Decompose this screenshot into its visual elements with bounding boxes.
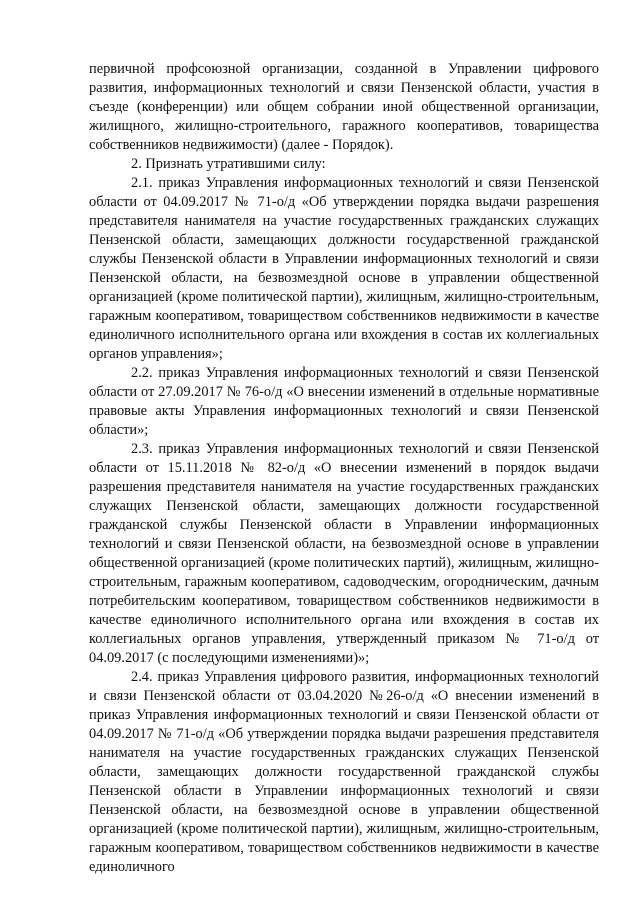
document-page bbox=[89, 60, 599, 877]
list-item-2-2: 2.2. приказ Управления информационных технологий и связи Пензенской области от 27.09.2017 № 76-о/д «О внесении изменений в отдельные нормативные правовые акты Управления информационных технологий и связи Пензенской области»; bbox=[89, 365, 599, 438]
list-item-2-1: 2.1. приказ Управления информационных технологий и связи Пензенской области от 04.09.2017 № 71-о/д «Об утверждении порядка выдачи разрешения представителя нанимателя на участие государственных гражданских служащих Пензенской области, замещающих должности государственной гражданской службы Пензенской области в Управлении информационных технологий и связи Пензенской области, на безвозмездной основе в управлении общественной организацией (кроме политической партии), жилищным, жилищно-строительным, гаражным кооперативом, товариществом собственников недвижимости в качестве единоличного исполнительного органа или вхождения в состав их коллегиальных органов управления»; bbox=[89, 175, 599, 362]
list-item-2-4: 2.4. приказ Управления цифрового развития, информационных технологий и связи Пензенской области от 03.04.2020 №26-о/д «О внесении изменений в приказ Управления информационных технологий и связи Пензенской области от 04.09.2017 № 71-о/д «Об утверждении порядка выдачи разрешения представителя нанимателя на участие государственных гражданских служащих Пензенской области, замещающих должности государственной гражданской службы Пензенской области в Управлении информационных технологий и связи Пензенской области, на безвозмездной основе в управлении общественной организацией (кроме политической партии), жилищным, жилищно-строительным, гаражным кооперативом, товариществом собственников недвижимости в качестве единоличного bbox=[89, 669, 599, 875]
section-2-heading: 2. Признать утратившими силу: bbox=[131, 156, 326, 172]
list-item-2-3: 2.3. приказ Управления информационных технологий и связи Пензенской области от 15.11.2018 № 82-о/д «О внесении изменений в порядок выдачи разрешения представителя нанимателя на участие государственных гражданских служащих Пензенской области, замещающих должности государственной гражданской службы Пензенской области в Управлении информационных технологий и связи Пензенской области, на безвозмездной основе в управлении общественной организацией (кроме политических партий), жилищным, жилищно-строительным, гаражным кооперативом, садоводческим, огородническим, дачным потребительским кооперативом, товариществом собственников недвижимости в качестве единоличного исполнительного органа или вхождения в состав их коллегиальных органов управления, утвержденный приказом № 71-о/д от 04.09.2017 (с последующими изменениями)»; bbox=[89, 441, 599, 666]
continuation-paragraph: первичной профсоюзной организации, созданной в Управлении цифрового развития, информационных технологий и связи Пензенской области, участия в съезде (конференции) или общем собрании иной общественной организации, жилищного, жилищно-строительного, гаражного кооперативов, товарищества собственников недвижимости) (далее - Порядок). bbox=[89, 61, 599, 153]
